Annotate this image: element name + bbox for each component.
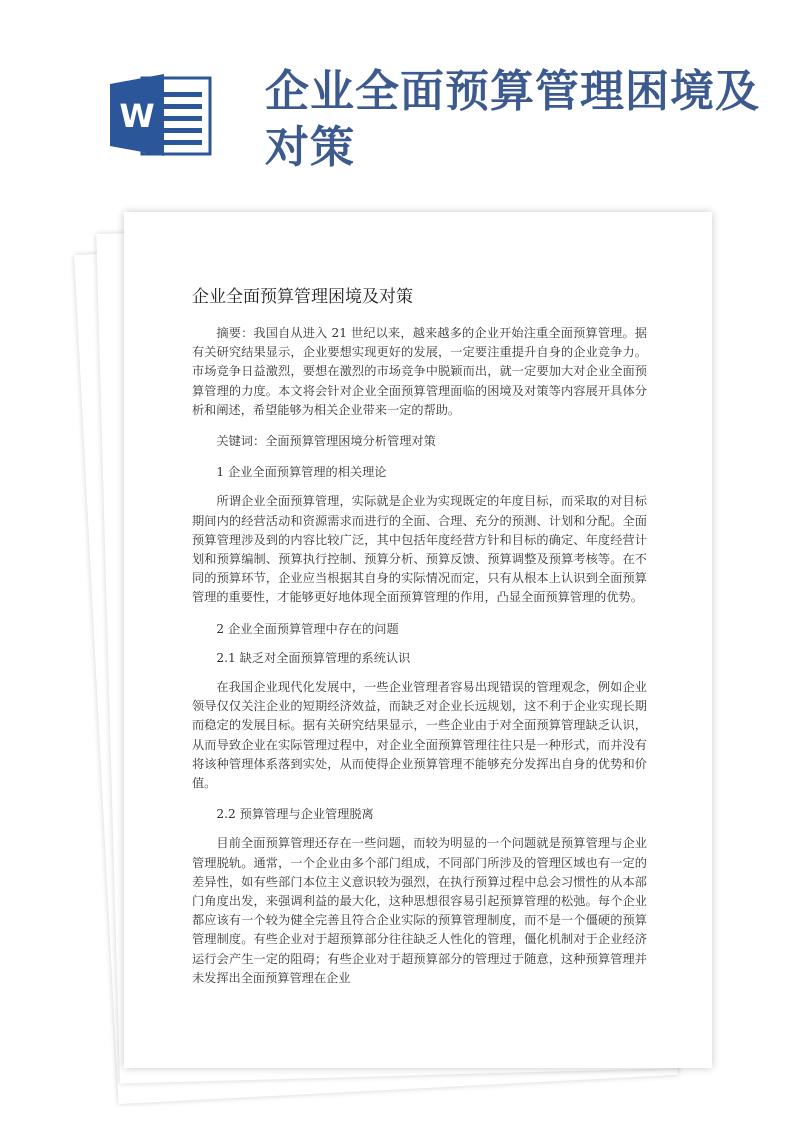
keywords-paragraph: 关键词：全面预算管理困境分析管理对策: [216, 434, 436, 449]
header-title: 企业全面预算管理困境及对策: [265, 66, 760, 173]
document-title: 企业全面预算管理困境及对策: [192, 287, 413, 307]
word-document-icon: [108, 70, 218, 160]
body-paragraph: 所谓企业全面预算管理，实际就是企业为实现既定的年度目标，而采取的对目标期间内的经营活动和资源需求而进行的全面、合理、充分的预测、计划和分配。全面预算管理涉及到的内容比较广泛，其中包括年度经营方针和目标的确定、年度经营计划和预算编制、预算执行控制、预算分析、预算反馈、预算调整及预算考核等。在不同的预算环节，企业应当根据其自身的实际情况而定，只有从根本上认识到全面预算管理的重要性，才能够更好地体现全面预算管理的作用，凸显全面预算管理的优势。: [192, 494, 647, 605]
subsection-heading: 2.1 缺乏对全面预算管理的系统认识: [216, 650, 411, 665]
subsection-heading: 2.2 预算管理与企业管理脱离: [216, 807, 374, 822]
body-paragraph: 在我国企业现代化发展中，一些企业管理者容易出现错误的管理观念，例如企业领导仅仅关注企业的短期经济效益，而缺乏对企业长远规划，这不利于企业实现长期而稳定的发展目标。据有关研究结果显示，一些企业由于对全面预算管理缺乏认识，从而导致企业在实际管理过程中，对企业全面预算管理往往只是一种形式，而并没有将该种管理体系落到实处，从而使得企业预算管理不能够充分发挥出自身的优势和价值。: [192, 680, 647, 791]
body-paragraph: 目前全面预算管理还存在一些问题，而较为明显的一个问题就是预算管理与企业管理脱轨。通常，一个企业由多个部门组成，不同部门所涉及的管理区域也有一定的差异性，如有些部门本位主义意识较为强烈，在执行预算过程中总会习惯性的从本部门角度出发，来强调利益的最大化，这种思想很容易引起预算管理的松弛。每个企业都应该有一个较为健全完善且符合企业实际的预算管理制度，而不是一个僵硬的预算管理制度。有些企业对于超预算部分往往缺乏人性化的管理，僵化机制对于企业经济运行会产生一定的阻碍；有些企业对于超预算部分的管理过于随意，这种预算管理并未发挥出全面预算管理在企业: [192, 836, 647, 985]
section-heading: 1 企业全面预算管理的相关理论: [216, 465, 387, 480]
document-page: [124, 212, 712, 1068]
word-icon-letter: W: [119, 97, 155, 135]
section-heading: 2 企业全面预算管理中存在的问题: [216, 621, 399, 636]
abstract-paragraph: 摘要：我国自从进入 21 世纪以来，越来越多的企业开始注重全面预算管理。据有关研究结果显示，企业要想实现更好的发展，一定要注重提升自身的企业竞争力。市场竞争日益激烈，要想在激烈的市场竞争中脱颖而出，就一定要加大对企业全面预算管理的力度。本文将会针对企业全面预算管理面临的困境及对策等内容展开具体分析和阐述，希望能够为相关企业带来一定的帮助。: [192, 326, 647, 417]
document-body: [192, 324, 647, 1000]
